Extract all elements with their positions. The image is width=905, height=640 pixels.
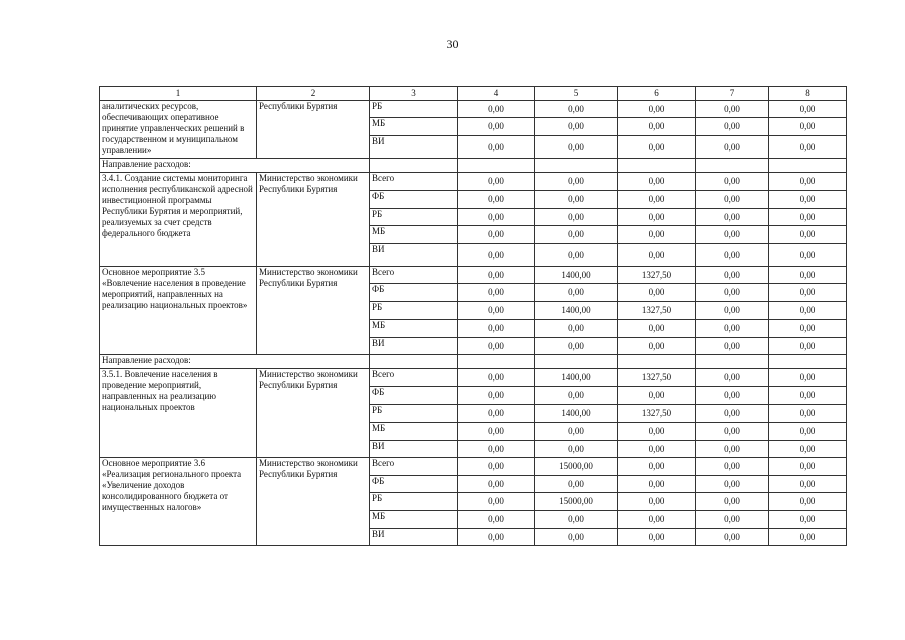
amount-cell: 0,00 bbox=[769, 173, 847, 191]
empty-cell bbox=[370, 355, 458, 369]
amount-cell: 0,00 bbox=[458, 101, 535, 118]
amount-cell: 0,00 bbox=[458, 284, 535, 302]
amount-cell: 0,00 bbox=[458, 493, 535, 511]
amount-cell: 0,00 bbox=[618, 284, 696, 302]
amount-cell: 0,00 bbox=[769, 226, 847, 244]
amount-cell: 0,00 bbox=[769, 118, 847, 136]
amount-cell: 0,00 bbox=[618, 476, 696, 493]
section-label: Направление расходов: bbox=[100, 159, 370, 173]
amount-cell: 0,00 bbox=[618, 423, 696, 441]
amount-cell: 0,00 bbox=[696, 511, 769, 529]
amount-cell: 0,00 bbox=[696, 136, 769, 159]
amount-cell: 0,00 bbox=[769, 441, 847, 458]
amount-cell: 0,00 bbox=[458, 405, 535, 423]
amount-cell: 0,00 bbox=[618, 209, 696, 226]
amount-cell: 0,00 bbox=[458, 387, 535, 405]
amount-cell: 0,00 bbox=[618, 173, 696, 191]
amount-cell: 0,00 bbox=[769, 136, 847, 159]
empty-cell bbox=[696, 355, 769, 369]
table-body bbox=[100, 87, 847, 546]
empty-cell bbox=[458, 159, 535, 173]
amount-cell: 0,00 bbox=[769, 101, 847, 118]
empty-cell bbox=[458, 355, 535, 369]
executor-cell: Министерство экономики Республики Бурятия bbox=[257, 173, 370, 267]
amount-cell: 1327,50 bbox=[618, 369, 696, 387]
amount-cell: 0,00 bbox=[618, 118, 696, 136]
funding-source: РБ bbox=[370, 209, 458, 226]
amount-cell: 0,00 bbox=[769, 209, 847, 226]
amount-cell: 0,00 bbox=[618, 441, 696, 458]
empty-cell bbox=[769, 355, 847, 369]
amount-cell: 0,00 bbox=[535, 191, 618, 209]
amount-cell: 0,00 bbox=[769, 511, 847, 529]
header-cell: 2 bbox=[257, 87, 370, 101]
amount-cell: 0,00 bbox=[458, 423, 535, 441]
funding-source: ВИ bbox=[370, 136, 458, 159]
amount-cell: 0,00 bbox=[535, 136, 618, 159]
amount-cell: 15000,00 bbox=[535, 493, 618, 511]
header-cell: 5 bbox=[535, 87, 618, 101]
table-row bbox=[100, 173, 847, 191]
amount-cell: 0,00 bbox=[769, 529, 847, 546]
funding-source: Всего bbox=[370, 173, 458, 191]
measure-description: Основное мероприятие 3.5 «Вовлечение населения в проведение мероприятий, направленных на реализацию национальных проектов» bbox=[100, 267, 257, 355]
amount-cell: 0,00 bbox=[696, 101, 769, 118]
amount-cell: 0,00 bbox=[769, 423, 847, 441]
amount-cell: 0,00 bbox=[535, 529, 618, 546]
amount-cell: 0,00 bbox=[458, 226, 535, 244]
funding-source: ФБ bbox=[370, 284, 458, 302]
header-cell: 3 bbox=[370, 87, 458, 101]
amount-cell: 0,00 bbox=[535, 511, 618, 529]
amount-cell: 0,00 bbox=[696, 191, 769, 209]
amount-cell: 1327,50 bbox=[618, 302, 696, 320]
header-cell: 4 bbox=[458, 87, 535, 101]
amount-cell: 0,00 bbox=[696, 369, 769, 387]
table-row bbox=[100, 458, 847, 476]
executor-cell: Республики Бурятия bbox=[257, 101, 370, 159]
executor-cell: Министерство экономики Республики Бурятия bbox=[257, 369, 370, 458]
amount-cell: 0,00 bbox=[769, 476, 847, 493]
amount-cell: 0,00 bbox=[618, 387, 696, 405]
amount-cell: 0,00 bbox=[769, 320, 847, 338]
amount-cell: 0,00 bbox=[618, 493, 696, 511]
amount-cell: 0,00 bbox=[535, 476, 618, 493]
empty-cell bbox=[618, 355, 696, 369]
amount-cell: 0,00 bbox=[535, 284, 618, 302]
amount-cell: 0,00 bbox=[696, 441, 769, 458]
amount-cell: 0,00 bbox=[458, 338, 535, 355]
amount-cell: 0,00 bbox=[696, 209, 769, 226]
amount-cell: 0,00 bbox=[618, 244, 696, 267]
header-cell: 6 bbox=[618, 87, 696, 101]
amount-cell: 0,00 bbox=[458, 244, 535, 267]
executor-cell: Министерство экономики Республики Бурятия bbox=[257, 267, 370, 355]
funding-source: РБ bbox=[370, 101, 458, 118]
amount-cell: 0,00 bbox=[769, 405, 847, 423]
amount-cell: 0,00 bbox=[696, 267, 769, 284]
measure-description: Основное мероприятие 3.6 «Реализация регионального проекта «Увеличение доходов консолидированного бюджета от имущественных налогов» bbox=[100, 458, 257, 546]
measure-description: аналитических ресурсов, обеспечивающих оперативное принятие управленческих решений в государственном и муниципальном управлении» bbox=[100, 101, 257, 159]
amount-cell: 0,00 bbox=[696, 284, 769, 302]
amount-cell: 0,00 bbox=[535, 441, 618, 458]
amount-cell: 0,00 bbox=[696, 244, 769, 267]
amount-cell: 0,00 bbox=[769, 338, 847, 355]
budget-table bbox=[99, 86, 847, 546]
amount-cell: 0,00 bbox=[535, 423, 618, 441]
amount-cell: 0,00 bbox=[535, 118, 618, 136]
amount-cell: 0,00 bbox=[696, 338, 769, 355]
funding-source: МБ bbox=[370, 226, 458, 244]
amount-cell: 0,00 bbox=[618, 191, 696, 209]
table-row bbox=[100, 369, 847, 387]
amount-cell: 0,00 bbox=[696, 302, 769, 320]
page-number: 30 bbox=[446, 37, 459, 51]
section-label: Направление расходов: bbox=[100, 355, 370, 369]
amount-cell: 0,00 bbox=[458, 369, 535, 387]
amount-cell: 0,00 bbox=[535, 244, 618, 267]
funding-source: ВИ bbox=[370, 244, 458, 267]
funding-source: Всего bbox=[370, 369, 458, 387]
funding-source: ФБ bbox=[370, 191, 458, 209]
empty-cell bbox=[618, 159, 696, 173]
amount-cell: 1400,00 bbox=[535, 405, 618, 423]
executor-cell: Министерство экономики Республики Бурятия bbox=[257, 458, 370, 546]
amount-cell: 0,00 bbox=[696, 423, 769, 441]
amount-cell: 0,00 bbox=[458, 476, 535, 493]
amount-cell: 0,00 bbox=[535, 173, 618, 191]
section-row bbox=[100, 355, 847, 369]
amount-cell: 0,00 bbox=[696, 387, 769, 405]
amount-cell: 0,00 bbox=[618, 136, 696, 159]
funding-source: ФБ bbox=[370, 387, 458, 405]
amount-cell: 0,00 bbox=[535, 226, 618, 244]
amount-cell: 0,00 bbox=[618, 458, 696, 476]
funding-source: РБ bbox=[370, 493, 458, 511]
amount-cell: 0,00 bbox=[458, 320, 535, 338]
amount-cell: 0,00 bbox=[696, 529, 769, 546]
empty-cell bbox=[769, 159, 847, 173]
table-row bbox=[100, 267, 847, 284]
amount-cell: 0,00 bbox=[696, 493, 769, 511]
funding-source: Всего bbox=[370, 458, 458, 476]
empty-cell bbox=[370, 159, 458, 173]
amount-cell: 0,00 bbox=[535, 387, 618, 405]
amount-cell: 0,00 bbox=[535, 320, 618, 338]
amount-cell: 0,00 bbox=[458, 267, 535, 284]
amount-cell: 1327,50 bbox=[618, 267, 696, 284]
funding-source: МБ bbox=[370, 320, 458, 338]
amount-cell: 0,00 bbox=[618, 338, 696, 355]
amount-cell: 0,00 bbox=[696, 226, 769, 244]
amount-cell: 0,00 bbox=[769, 302, 847, 320]
amount-cell: 0,00 bbox=[458, 209, 535, 226]
amount-cell: 0,00 bbox=[696, 476, 769, 493]
amount-cell: 0,00 bbox=[769, 387, 847, 405]
amount-cell: 0,00 bbox=[458, 529, 535, 546]
amount-cell: 1400,00 bbox=[535, 302, 618, 320]
amount-cell: 0,00 bbox=[618, 320, 696, 338]
amount-cell: 1400,00 bbox=[535, 369, 618, 387]
header-row bbox=[100, 87, 847, 101]
amount-cell: 0,00 bbox=[696, 173, 769, 191]
funding-source: ВИ bbox=[370, 441, 458, 458]
empty-cell bbox=[535, 355, 618, 369]
amount-cell: 15000,00 bbox=[535, 458, 618, 476]
amount-cell: 0,00 bbox=[769, 191, 847, 209]
amount-cell: 0,00 bbox=[458, 441, 535, 458]
amount-cell: 0,00 bbox=[458, 173, 535, 191]
amount-cell: 0,00 bbox=[769, 284, 847, 302]
funding-source: МБ bbox=[370, 423, 458, 441]
measure-description: 3.4.1. Создание системы мониторинга исполнения республиканской адресной инвестиционной программы Республики Бурятия и мероприятий, реализуемых за счет средств федерального бюджета bbox=[100, 173, 257, 267]
amount-cell: 0,00 bbox=[535, 338, 618, 355]
section-row bbox=[100, 159, 847, 173]
amount-cell: 0,00 bbox=[458, 458, 535, 476]
amount-cell: 0,00 bbox=[458, 191, 535, 209]
amount-cell: 0,00 bbox=[769, 267, 847, 284]
funding-source: РБ bbox=[370, 405, 458, 423]
amount-cell: 0,00 bbox=[618, 101, 696, 118]
measure-description: 3.5.1. Вовлечение населения в проведение мероприятий, направленных на реализацию национальных проектов bbox=[100, 369, 257, 458]
funding-source: ВИ bbox=[370, 529, 458, 546]
funding-source: Всего bbox=[370, 267, 458, 284]
amount-cell: 0,00 bbox=[618, 529, 696, 546]
funding-source: МБ bbox=[370, 511, 458, 529]
amount-cell: 1327,50 bbox=[618, 405, 696, 423]
amount-cell: 0,00 bbox=[458, 118, 535, 136]
funding-source: МБ bbox=[370, 118, 458, 136]
header-cell: 8 bbox=[769, 87, 847, 101]
funding-source: РБ bbox=[370, 302, 458, 320]
amount-cell: 0,00 bbox=[458, 511, 535, 529]
amount-cell: 0,00 bbox=[696, 458, 769, 476]
amount-cell: 0,00 bbox=[618, 511, 696, 529]
amount-cell: 0,00 bbox=[769, 458, 847, 476]
amount-cell: 0,00 bbox=[458, 136, 535, 159]
amount-cell: 0,00 bbox=[535, 101, 618, 118]
amount-cell: 0,00 bbox=[696, 320, 769, 338]
amount-cell: 0,00 bbox=[696, 405, 769, 423]
funding-source: ВИ bbox=[370, 338, 458, 355]
amount-cell: 0,00 bbox=[769, 369, 847, 387]
header-cell: 7 bbox=[696, 87, 769, 101]
amount-cell: 0,00 bbox=[769, 244, 847, 267]
amount-cell: 0,00 bbox=[535, 209, 618, 226]
funding-source: ФБ bbox=[370, 476, 458, 493]
amount-cell: 0,00 bbox=[769, 493, 847, 511]
header-cell: 1 bbox=[100, 87, 257, 101]
amount-cell: 0,00 bbox=[458, 302, 535, 320]
amount-cell: 0,00 bbox=[618, 226, 696, 244]
amount-cell: 1400,00 bbox=[535, 267, 618, 284]
amount-cell: 0,00 bbox=[696, 118, 769, 136]
empty-cell bbox=[535, 159, 618, 173]
table-row bbox=[100, 101, 847, 118]
empty-cell bbox=[696, 159, 769, 173]
